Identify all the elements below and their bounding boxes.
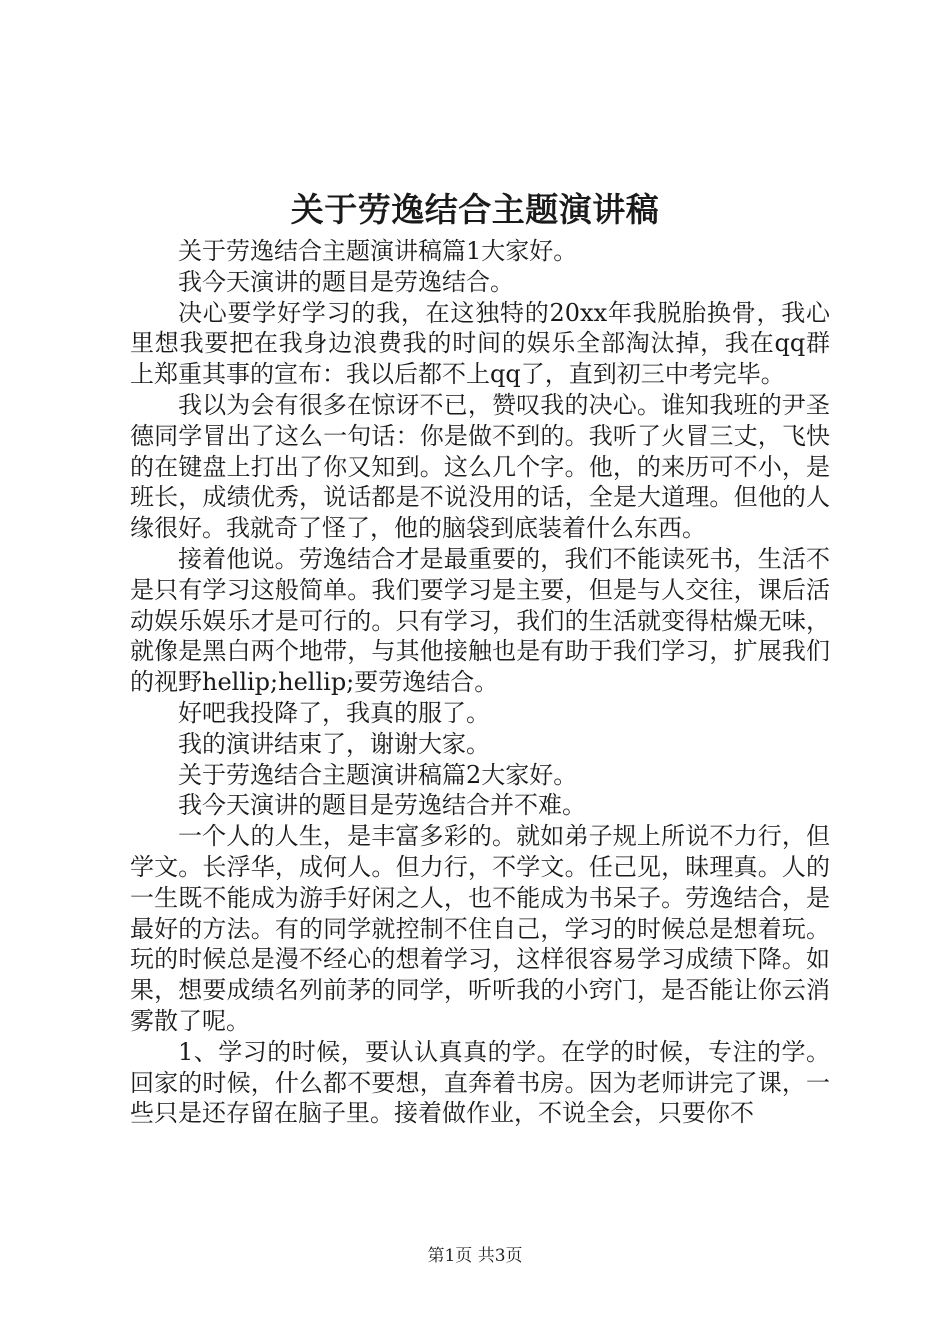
paragraph: 决心要学好学习的我，在这独特的20xx年我脱胎换骨，我心里想我要把在我身边浪费我的时间的娱乐全部淘汰掉，我在qq群上郑重其事的宣布：我以后都不上qq了，直到初三中考完毕。 [130,298,830,389]
document-title: 关于劳逸结合主题演讲稿 [290,190,660,229]
paragraph: 我的演讲结束了，谢谢大家。 [178,729,490,758]
page-indicator: 第1页 共3页 [427,1246,523,1266]
paragraph: 我以为会有很多在惊讶不已，赞叹我的决心。谁知我班的尹圣德同学冒出了这么一句话：你是做不到的。我听了火冒三丈，飞快的在键盘上打出了你又知到。这么几个字。他，的来历可不小，是班长，成绩优秀，说话都是不说没用的话，全是大道理。但他的人缘很好。我就奇了怪了，他的脑袋到底装着什么东西。 [130,390,830,543]
paragraph: 一个人的人生，是丰富多彩的。就如弟子规上所说不力行，但学文。长浮华，成何人。但力行，不学文。任己见，昧理真。人的一生既不能成为游手好闲之人，也不能成为书呆子。劳逸结合，是最好的方法。有的同学就控制不住自己，学习的时候总是想着玩。玩的时候总是漫不经心的想着学习，这样很容易学习成绩下降。如果，想要成绩名列前茅的同学，听听我的小窍门，是否能让你云消雾散了呢。 [130,822,830,1035]
paragraph: 我今天演讲的题目是劳逸结合并不难。 [178,791,586,820]
paragraph: 关于劳逸结合主题演讲稿篇2大家好。 [178,760,578,789]
page-footer [0,1245,950,1267]
paragraph: 关于劳逸结合主题演讲稿篇1大家好。 [178,237,578,265]
paragraph: 1、学习的时候，要认认真真的学。在学的时候，专注的学。回家的时候，什么都不要想，直奔着书房。因为老师讲完了课，一些只是还存留在脑子里。接着做作业，不说全会，只要你不 [130,1037,830,1128]
document-body [130,236,830,1129]
paragraph: 我今天演讲的题目是劳逸结合。 [178,267,514,296]
paragraph: 好吧我投降了，我真的服了。 [178,698,490,727]
paragraph: 接着他说。劳逸结合才是最重要的，我们不能读死书，生活不是只有学习这般简单。我们要学习是主要，但是与人交往，课后活动娱乐娱乐才是可行的。只有学习，我们的生活就变得枯燥无味，就像是黑白两个地带，与其他接触也是有助于我们学习，扩展我们的视野hellip;hellip;要劳逸结合。 [130,544,830,697]
